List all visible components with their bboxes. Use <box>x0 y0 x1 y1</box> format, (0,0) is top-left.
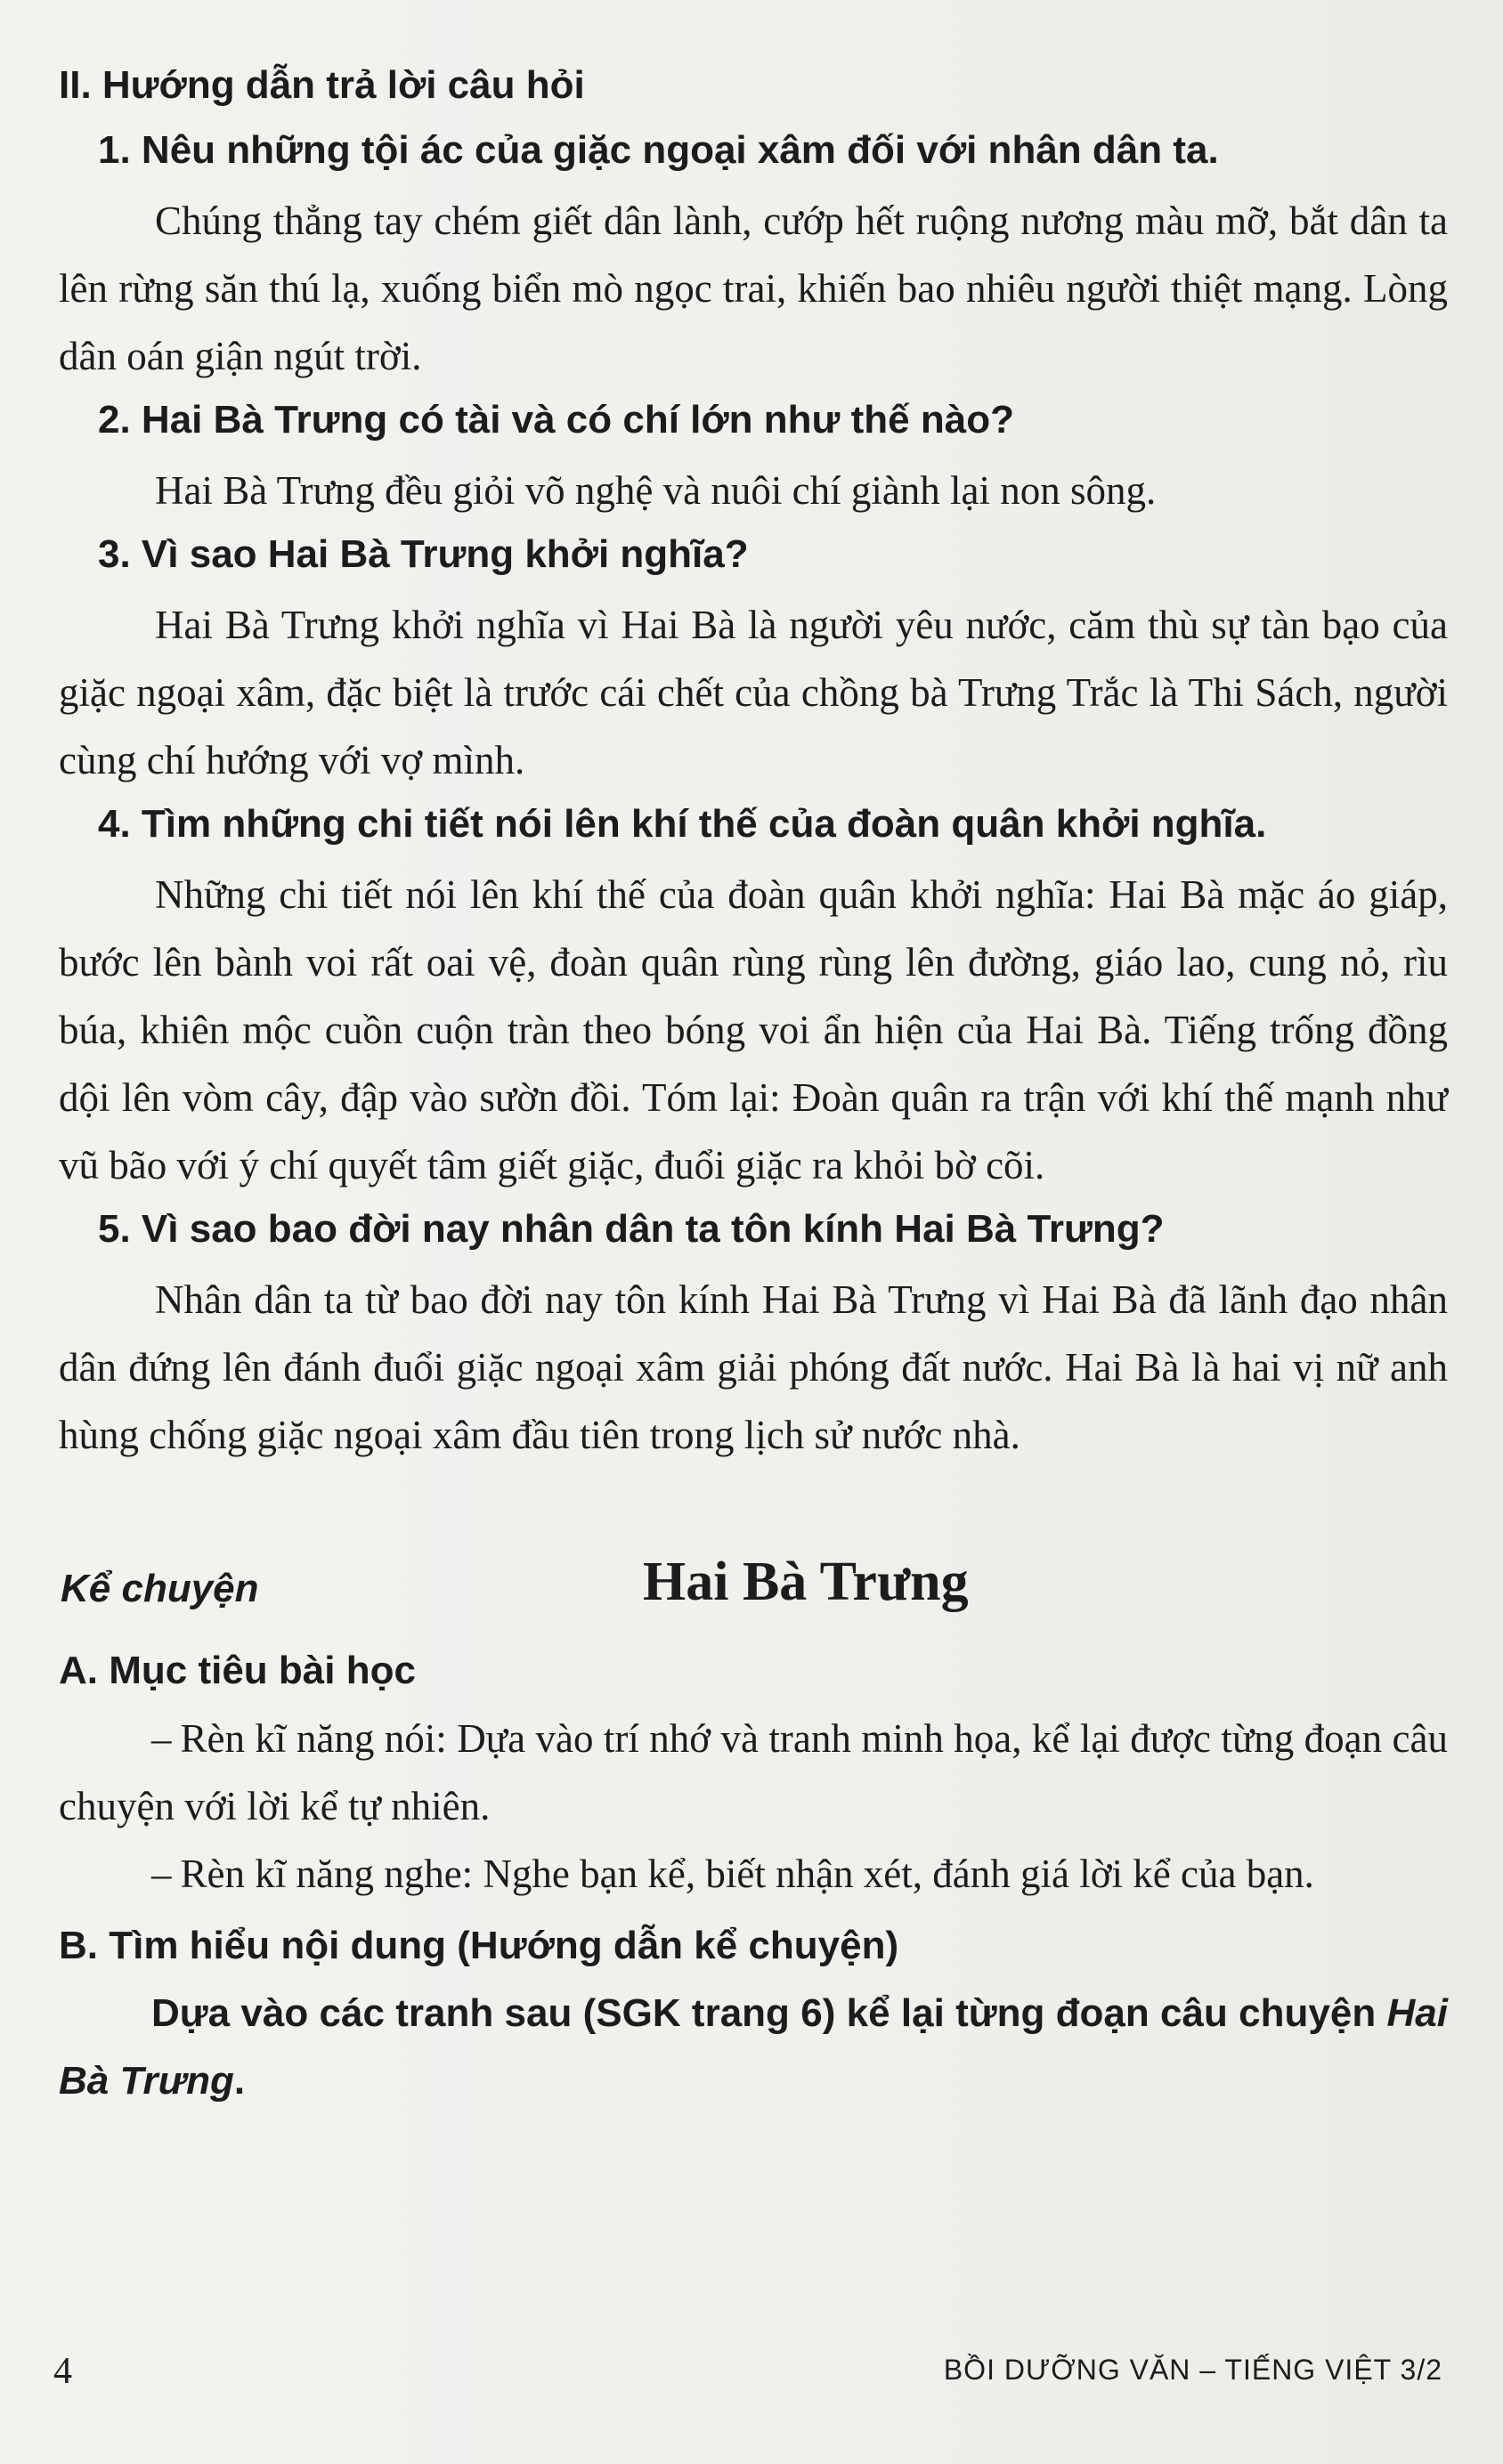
running-title: BỒI DƯỠNG VĂN – TIẾNG VIỆT 3/2 <box>943 2354 1442 2386</box>
answer-1-text: Chúng thẳng tay chém giết dân lành, cướp hết ruộng nương màu mỡ, bắt dân ta lên rừng săn thú lạ, xuống biển mò ngọc trai, khiến bao nhiêu người thiệt mạng. Lòng dân oán giận ngút trời. <box>59 198 1448 378</box>
page-content <box>59 62 1448 2115</box>
section-heading-content: B. Tìm hiểu nội dung (Hướng dẫn kể chuyện) <box>59 1923 899 1967</box>
objective-item-1-text: Rèn kĩ năng nói: Dựa vào trí nhớ và tranh minh họa, kể lại được từng đoạn câu chuyện với lời kể tự nhiên. <box>59 1715 1448 1828</box>
story-title-inline: Hai Bà Trưng <box>59 1991 1448 2103</box>
objective-item-1: – Rèn kĩ năng nói: Dựa vào trí nhớ và tranh minh họa, kể lại được từng đoạn câu chuyện với lời kể tự nhiên. <box>59 1715 1448 1828</box>
answer-3 <box>59 591 1448 794</box>
content-instruction: Dựa vào các tranh sau (SGK trang 6) kể lại từng đoạn câu chuyện Hai Bà Trưng. <box>59 1991 1448 2103</box>
page-number: 4 <box>53 2351 72 2392</box>
story-label: Kể chuyện <box>61 1566 259 1610</box>
answer-3-text: Hai Bà Trưng khởi nghĩa vì Hai Bà là người yêu nước, căm thù sự tàn bạo của giặc ngoại xâm, đặc biệt là trước cái chết của chồng bà Trưng Trắc là Thi Sách, người cùng chí hướng với vợ mình. <box>59 602 1448 782</box>
question-1: 1. Nêu những tội ác của giặc ngoại xâm đối với nhân dân ta. <box>98 127 1219 172</box>
objective-item-2: – Rèn kĩ năng nghe: Nghe bạn kể, biết nhận xét, đánh giá lời kể của bạn. <box>151 1851 1314 1896</box>
answer-2 <box>59 457 1448 524</box>
objective-item-2-text: Rèn kĩ năng nghe: Nghe bạn kể, biết nhận xét, đánh giá lời kể của bạn. <box>180 1851 1314 1896</box>
answer-4-text: Những chi tiết nói lên khí thế của đoàn quân khởi nghĩa: Hai Bà mặc áo giáp, bước lên bành voi rất oai vệ, đoàn quân rùng rùng lên đường, giáo lao, cung nỏ, rìu búa, khiên mộc cuồn cuộn tràn theo bóng voi ẩn hiện của Hai Bà. Tiếng trống đồng dội lên vòm cây, đập vào sườn đồi. Tóm lại: Đoàn quân ra trận với khí thế mạnh như vũ bão với ý chí quyết tâm giết giặc, đuổi giặc ra khỏi bờ cõi. <box>59 871 1448 1187</box>
answer-1 <box>59 187 1448 390</box>
answer-4 <box>59 861 1448 1199</box>
question-4: 4. Tìm những chi tiết nói lên khí thế của đoàn quân khởi nghĩa. <box>98 801 1267 846</box>
question-2: 2. Hai Bà Trưng có tài và có chí lớn như thế nào? <box>98 397 1014 442</box>
section-heading-objectives: A. Mục tiêu bài học <box>59 1648 416 1692</box>
story-header <box>59 1551 1448 1633</box>
story-title: Hai Bà Trưng <box>643 1551 969 1612</box>
answer-5-text: Nhân dân ta từ bao đời nay tôn kính Hai Bà Trưng vì Hai Bà đã lãnh đạo nhân dân đứng lên đánh đuổi giặc ngoại xâm giải phóng đất nước. Hai Bà là hai vị nữ anh hùng chống giặc ngoại xâm đầu tiên trong lịch sử nước nhà. <box>59 1277 1448 1457</box>
question-3: 3. Vì sao Hai Bà Trưng khởi nghĩa? <box>98 531 749 576</box>
page-footer <box>53 2350 1442 2403</box>
answer-2-text: Hai Bà Trưng đều giỏi võ nghệ và nuôi chí giành lại non sông. <box>155 467 1157 513</box>
section-heading-answers: II. Hướng dẫn trả lời câu hỏi <box>59 63 585 107</box>
question-5: 5. Vì sao bao đời nay nhân dân ta tôn kính Hai Bà Trưng? <box>98 1206 1165 1251</box>
answer-5 <box>59 1266 1448 1469</box>
